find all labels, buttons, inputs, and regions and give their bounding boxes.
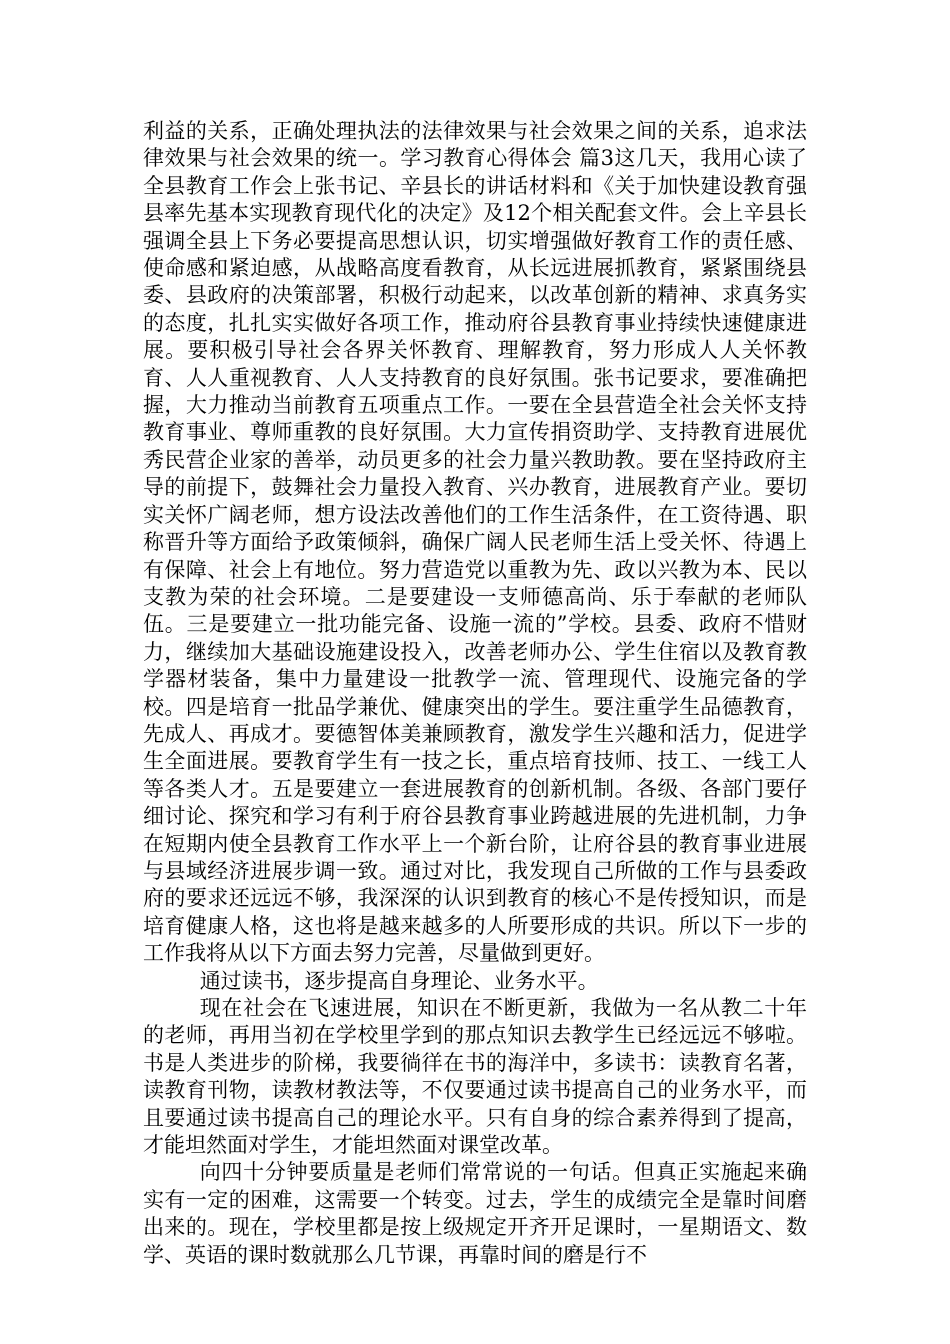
body-paragraph-2: 通过读书，逐步提高自身理论、业务水平。	[199, 968, 599, 993]
body-paragraph-1: 利益的关系，正确处理执法的法律效果与社会效果之间的关系，追求法律效果与社会效果的统一。学习教育心得体会 篇3这几天，我用心读了全县教育工作会上张书记、辛县长的讲话材料和《关于加快建设教育强县率先基本实现教育现代化的决定》及12个相关配套文件。会上辛县长强调全县上下务必要提高思想认识，切实增强做好教育工作的责任感、使命感和紧迫感，从战略高度看教育，从长远进展抓教育，紧紧围绕县委、县政府的决策部署，积极行动起来，以改革创新的精神、求真务实的态度，扎扎实实做好各项工作，推动府谷县教育事业持续快速健康进展。要积极引导社会各界关怀教育、理解教育，努力形成人人关怀教育、人人重视教育、人人支持教育的良好氛围。张书记要求，要准确把握，大力推动当前教育五项重点工作。一要在全县营造全社会关怀支持教育事业、尊师重教的良好氛围。大力宣传捐资助学、支持教育进展优秀民营企业家的善举，动员更多的社会力量兴教助教。要在坚持政府主导的前提下，鼓舞社会力量投入教育、兴办教育，进展教育产业。要切实关怀广阔老师，想方设法改善他们的工作生活条件，在工资待遇、职称晋升等方面给予政策倾斜，确保广阔人民老师生活上受关怀、待遇上有保障、社会上有地位。努力营造党以重教为先、政以兴教为本、民以支教为荣的社会环境。二是要建设一支师德高尚、乐于奉献的老师队伍。三是要建立一批功能完备、设施一流的”学校。县委、政府不惜财力，继续加大基础设施建设投入，改善老师办公、学生住宿以及教育教学器材装备，集中力量建设一批教学一流、管理现代、设施完备的学校。四是培育一批品学兼优、健康突出的学生。要注重学生品德教育，先成人、再成才。要德智体美兼顾教育，激发学生兴趣和活力，促进学生全面进展。要教育学生有一技之长，重点培育技师、技工、一线工人等各类人才。五是要建立一套进展教育的创新机制。各级、各部门要仔细讨论、探究和学习有利于府谷县教育事业跨越进展的先进机制，力争在短期内使全县教育工作水平上一个新台阶，让府谷县的教育事业进展与县域经济进展步调一致。通过对比，我发现自己所做的工作与县委政府的要求还远远不够，我深深的认识到教育的核心不是传授知识，而是培育健康人格，这也将是越来越多的人所要形成的共识。所以下一步的工作我将从以下方面去努力完善，尽量做到更好。	[143, 119, 807, 966]
document-page	[143, 118, 807, 1269]
body-paragraph-3: 现在社会在飞速进展，知识在不断更新，我做为一名从教二十年的老师，再用当初在学校里学到的那点知识去教学生已经远远不够啦。书是人类进步的阶梯，我要徜徉在书的海洋中，多读书：读教育名著，读教育刊物，读教材教法等，不仅要通过读书提高自己的业务水平，而且要通过读书提高自己的理论水平。只有自身的综合素养得到了提高，才能坦然面对学生，才能坦然面对课堂改革。	[143, 996, 807, 1158]
body-paragraph-4: 向四十分钟要质量是老师们常常说的一句话。但真正实施起来确实有一定的困难，这需要一个转变。过去，学生的成绩完全是靠时间磨出来的。现在，学校里都是按上级规定开齐开足课时，一星期语文、数学、英语的课时数就那么几节课，再靠时间的磨是行不	[143, 1160, 807, 1267]
